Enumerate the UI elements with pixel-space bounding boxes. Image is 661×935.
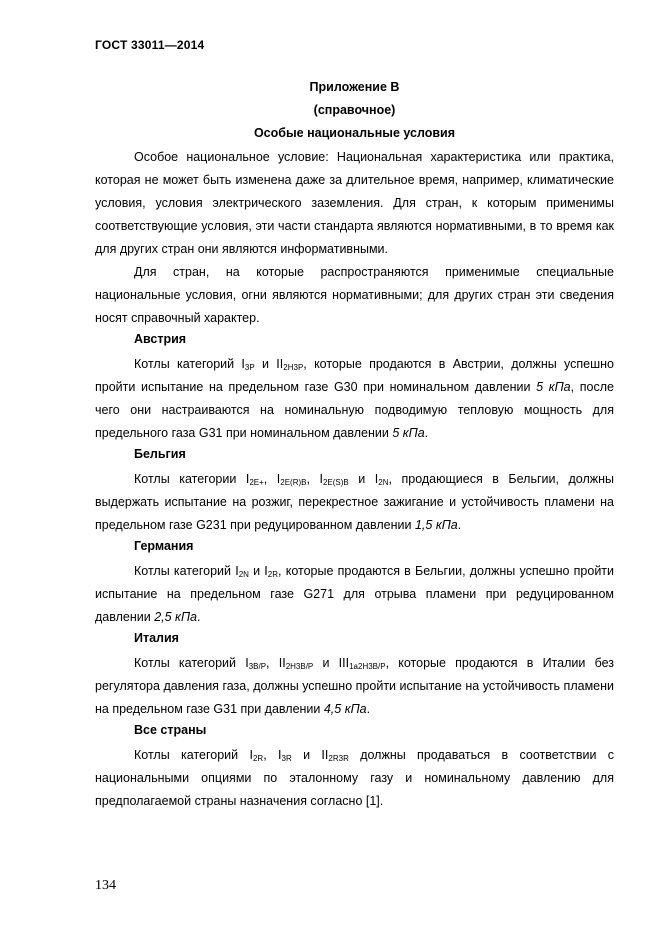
standard-header: ГОСТ 33011—2014 <box>95 38 205 52</box>
intro-paragraph-1: Особое национальное условие: Национальная характеристика или практика, которая не может быть изменена даже за длительное время, например, климатические условия, условия электрического заземления. Для стран, к которым применимы соответствующие условия, эти части стандарта являются нормативными, в то время как для других стран они являются информативными. <box>95 150 614 256</box>
pressure-value: 2,5 кПа <box>154 610 197 624</box>
section-title-all-countries: Все страны <box>134 723 207 737</box>
intro-paragraph-2: Для стран, на которые распространяются применимые специальные национальные условия, огни являются нормативными; для других стран эти сведения носят справочный характер. <box>95 265 614 325</box>
section-title-austria: Австрия <box>134 332 187 346</box>
pressure-value: 5 кПа <box>392 426 425 440</box>
section-text-italy: Котлы категорий $I_{3B/P}$, $II_{2H3B/P}$ и $III_{1a2H3B/P}$, которые продаются в Италии без регулятора давления газа, должны успешно пройти испытание на устойчивость пламени на предельном газе G31 при давлении 4,5 кПа. <box>95 656 614 716</box>
pressure-value: 1,5 кПа <box>414 518 458 532</box>
section-text-all-countries: Котлы категорий $I_{2R}$, $I_{3R}$ и $II_{2R3R}$ должны продаваться в соответствии с национальными опциями по эталонному газу и номинальному давлению для предполагаемой страны назначения согласно [1]. <box>95 748 615 808</box>
pressure-value: 4,5 кПа <box>323 702 367 716</box>
section-text-belgium: Котлы категории $I_{2E+}$, $I_{2E(R)B}$, $I_{2E(S)B}$ и $I_{2N}$, продающиеся в Бельгии, должны выдержать испытание на розжиг, перекрестное зажигание и устойчивость пламени на предельном газе G231 при редуцированном давлении 1,5 кПа. <box>95 472 614 532</box>
appendix-title: Приложение В <box>309 80 400 94</box>
section-title-italy: Италия <box>134 631 179 645</box>
page-number: 134 <box>95 878 116 893</box>
section-title-belgium: Бельгия <box>134 447 186 461</box>
section-text-austria: Котлы категорий $I_{3P}$ и $II_{2H3P}$, которые продаются в Австрии, должны успешно пройти испытание на предельном газе G30 при номинальном давлении 5 кПа, после чего они настраиваются на номинальную подводимую тепловую мощность для предельного газа G31 при номинальном давлении 5 кПа. <box>95 357 615 440</box>
appendix-heading: Особые национальные условия <box>253 126 456 140</box>
section-title-germany: Германия <box>134 539 194 553</box>
appendix-subtitle: (справочное) <box>313 103 396 117</box>
pressure-value: 5 кПа <box>536 380 571 394</box>
section-text-germany: Котлы категорий $I_{2N}$ и $I_{2R}$, которые продаются в Бельгии, должны успешно пройти испытание на предельном газе G271 для отрыва пламени при редуцированном давлении 2,5 кПа. <box>95 564 615 624</box>
